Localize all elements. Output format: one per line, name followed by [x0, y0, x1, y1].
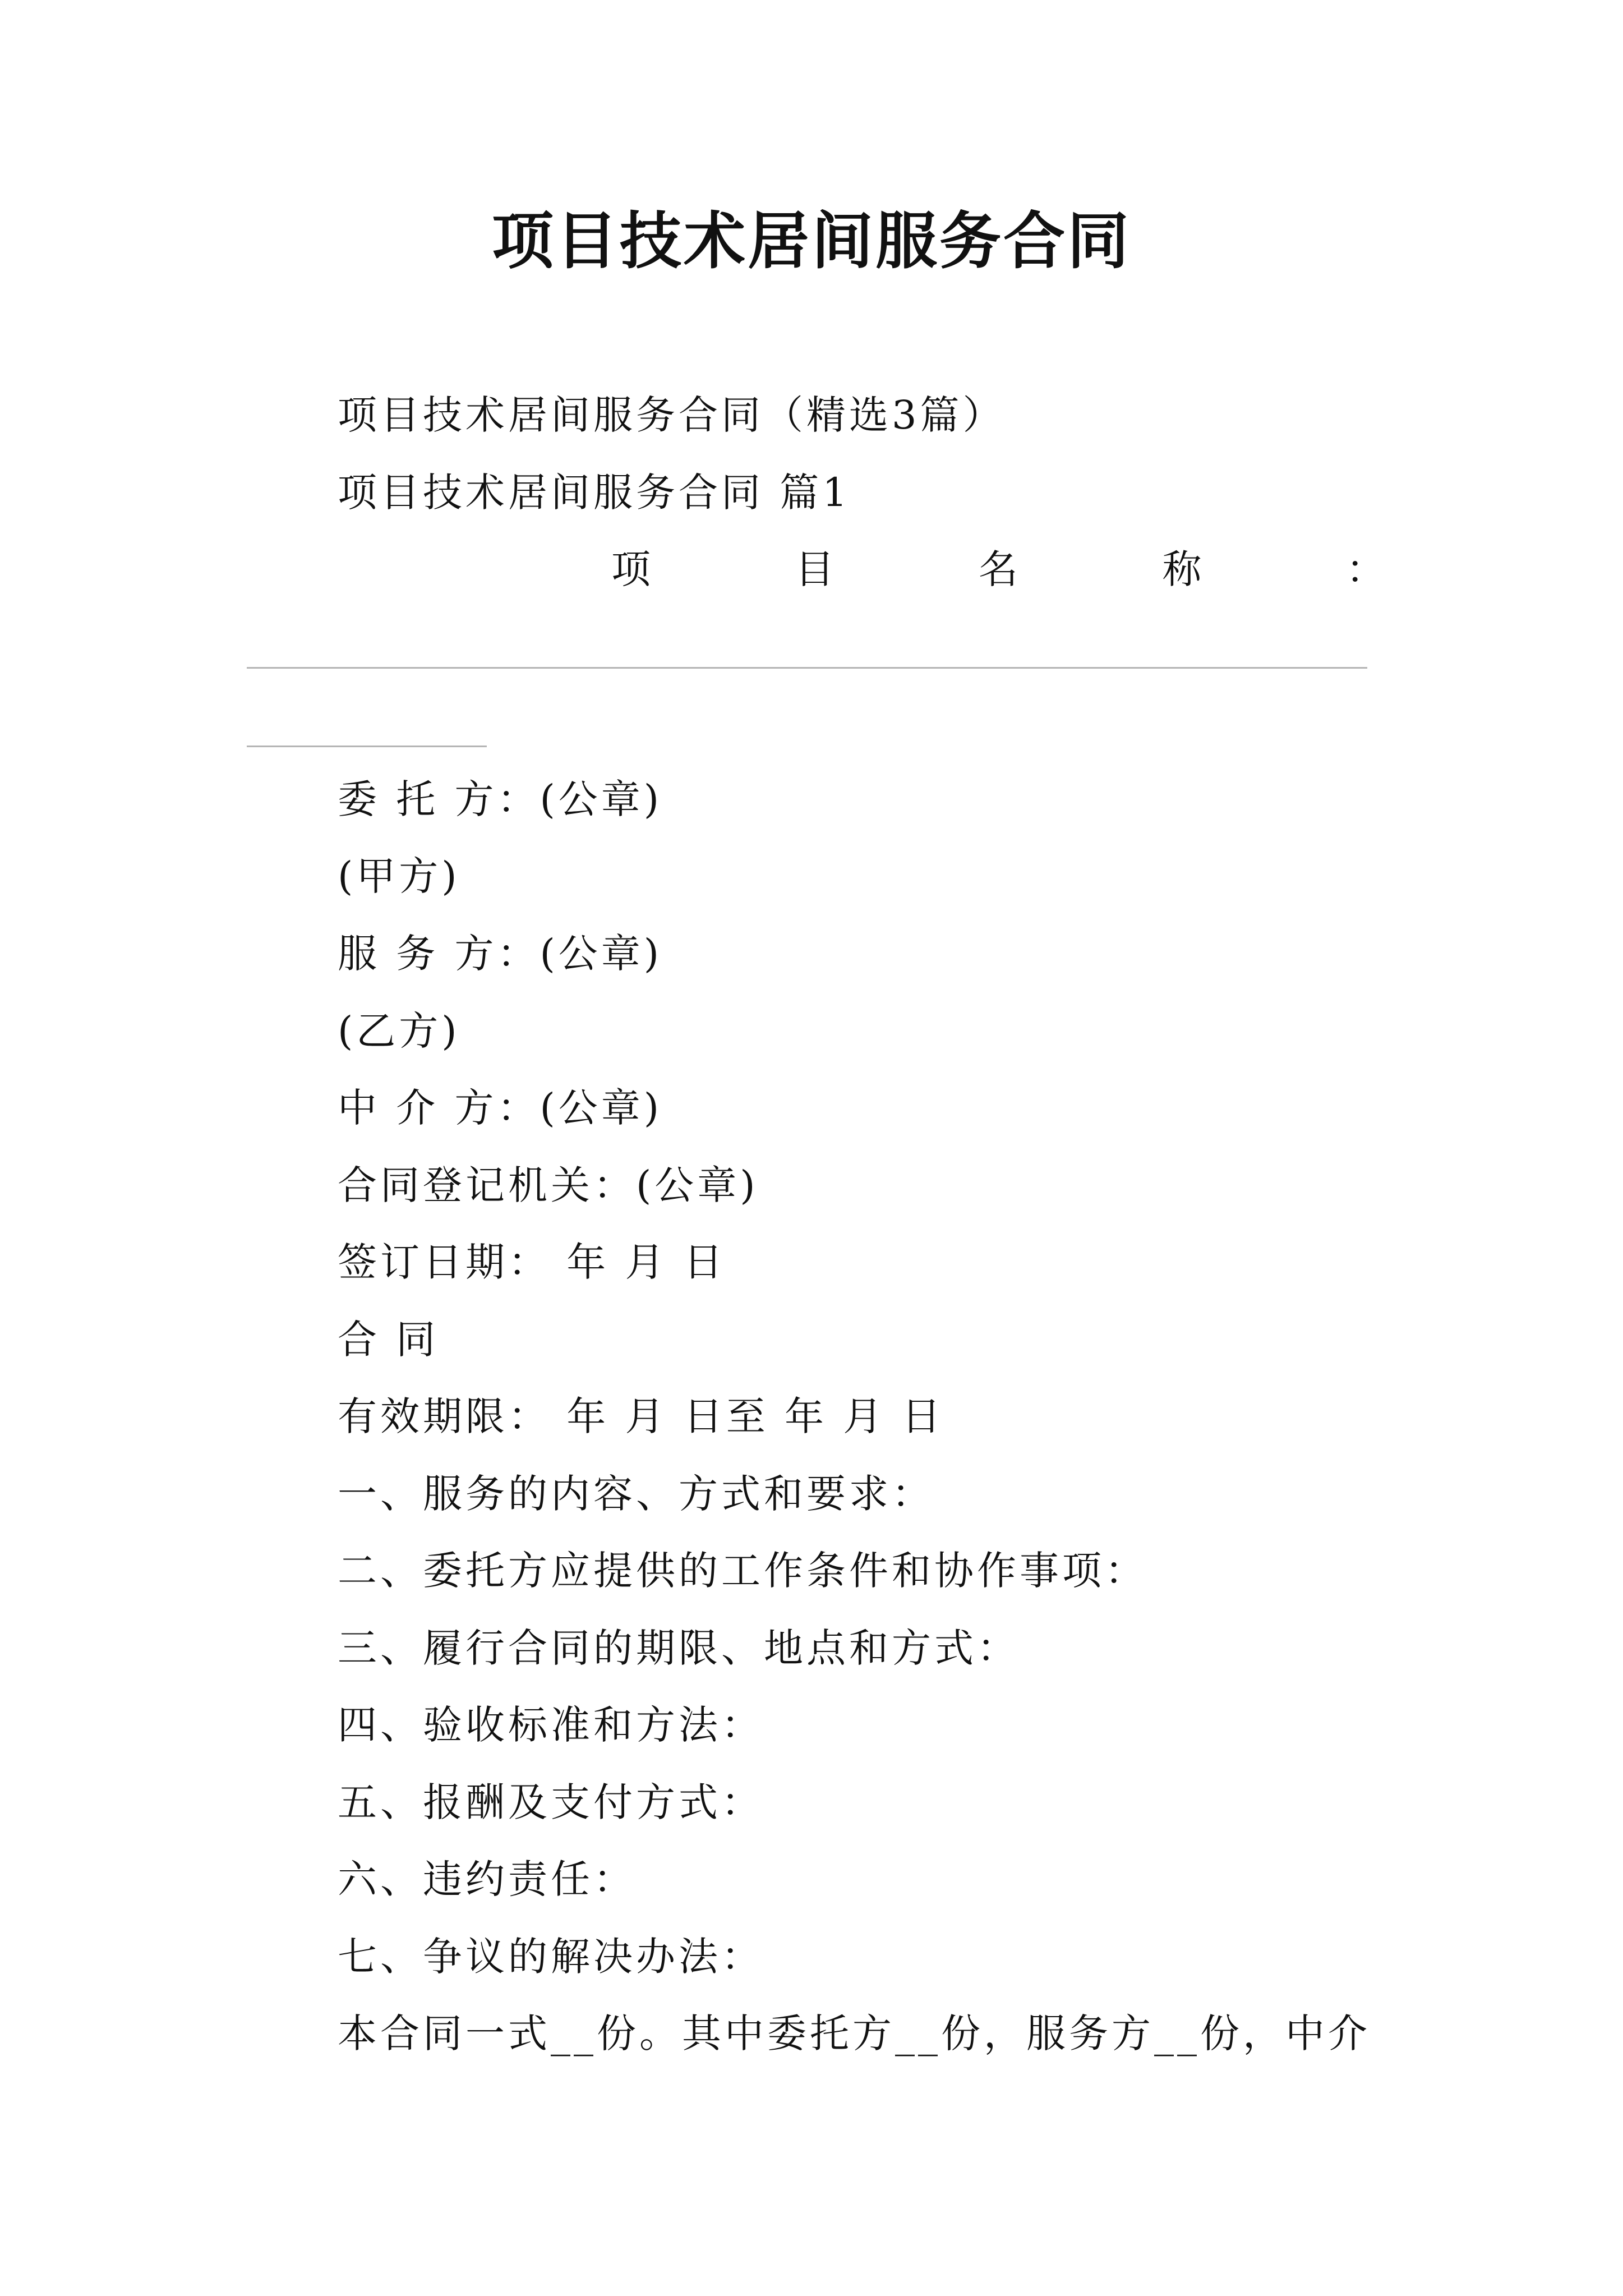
body-line-client: 委 托 方：(公章): [338, 776, 663, 822]
clause-1: 一、服务的内容、方式和要求：: [338, 1471, 934, 1517]
section-heading: 项目技术居间服务合同 篇1: [338, 470, 851, 516]
project-name-char: 目: [795, 546, 834, 592]
clause-6: 六、违约责任：: [338, 1856, 636, 1902]
project-name-char: ：: [1346, 546, 1385, 592]
project-name-char: 称: [1162, 546, 1202, 592]
project-name-blank-line: [247, 667, 1367, 669]
document-title: 项目技术居间服务合同: [492, 205, 1131, 277]
clause-7: 七、争议的解决办法：: [338, 1934, 764, 1980]
body-line-signing-date: 签订日期： 年 月 日: [338, 1239, 726, 1285]
body-line-validity: 有效期限： 年 月 日至 年 月 日: [338, 1393, 944, 1439]
body-line-party-b: (乙方): [338, 1008, 460, 1054]
project-name-char: 名: [979, 546, 1018, 592]
clause-3: 三、履行合同的期限、地点和方式：: [338, 1625, 1020, 1671]
clause-2: 二、委托方应提供的工作条件和协作事项：: [338, 1548, 1147, 1594]
project-name-char: 项: [611, 546, 651, 592]
subtitle-line: 项目技术居间服务合同（精选3篇）: [338, 392, 1006, 438]
copies-clause: 本合同一式__份。其中委托方__份，服务方__份，中介: [338, 2010, 1371, 2056]
body-line-contract: 合 同: [338, 1317, 439, 1363]
body-line-party-a: (甲方): [338, 853, 460, 899]
project-name-blank-line-continued: [247, 746, 487, 747]
body-line-registration-authority: 合同登记机关：(公章): [338, 1162, 759, 1208]
project-name-label: [611, 541, 1385, 597]
body-line-intermediary: 中 介 方：(公章): [338, 1085, 663, 1131]
body-line-service-provider: 服 务 方：(公章): [338, 931, 663, 977]
clause-4: 四、验收标准和方法：: [338, 1702, 764, 1748]
clause-5: 五、报酬及支付方式：: [338, 1779, 764, 1825]
